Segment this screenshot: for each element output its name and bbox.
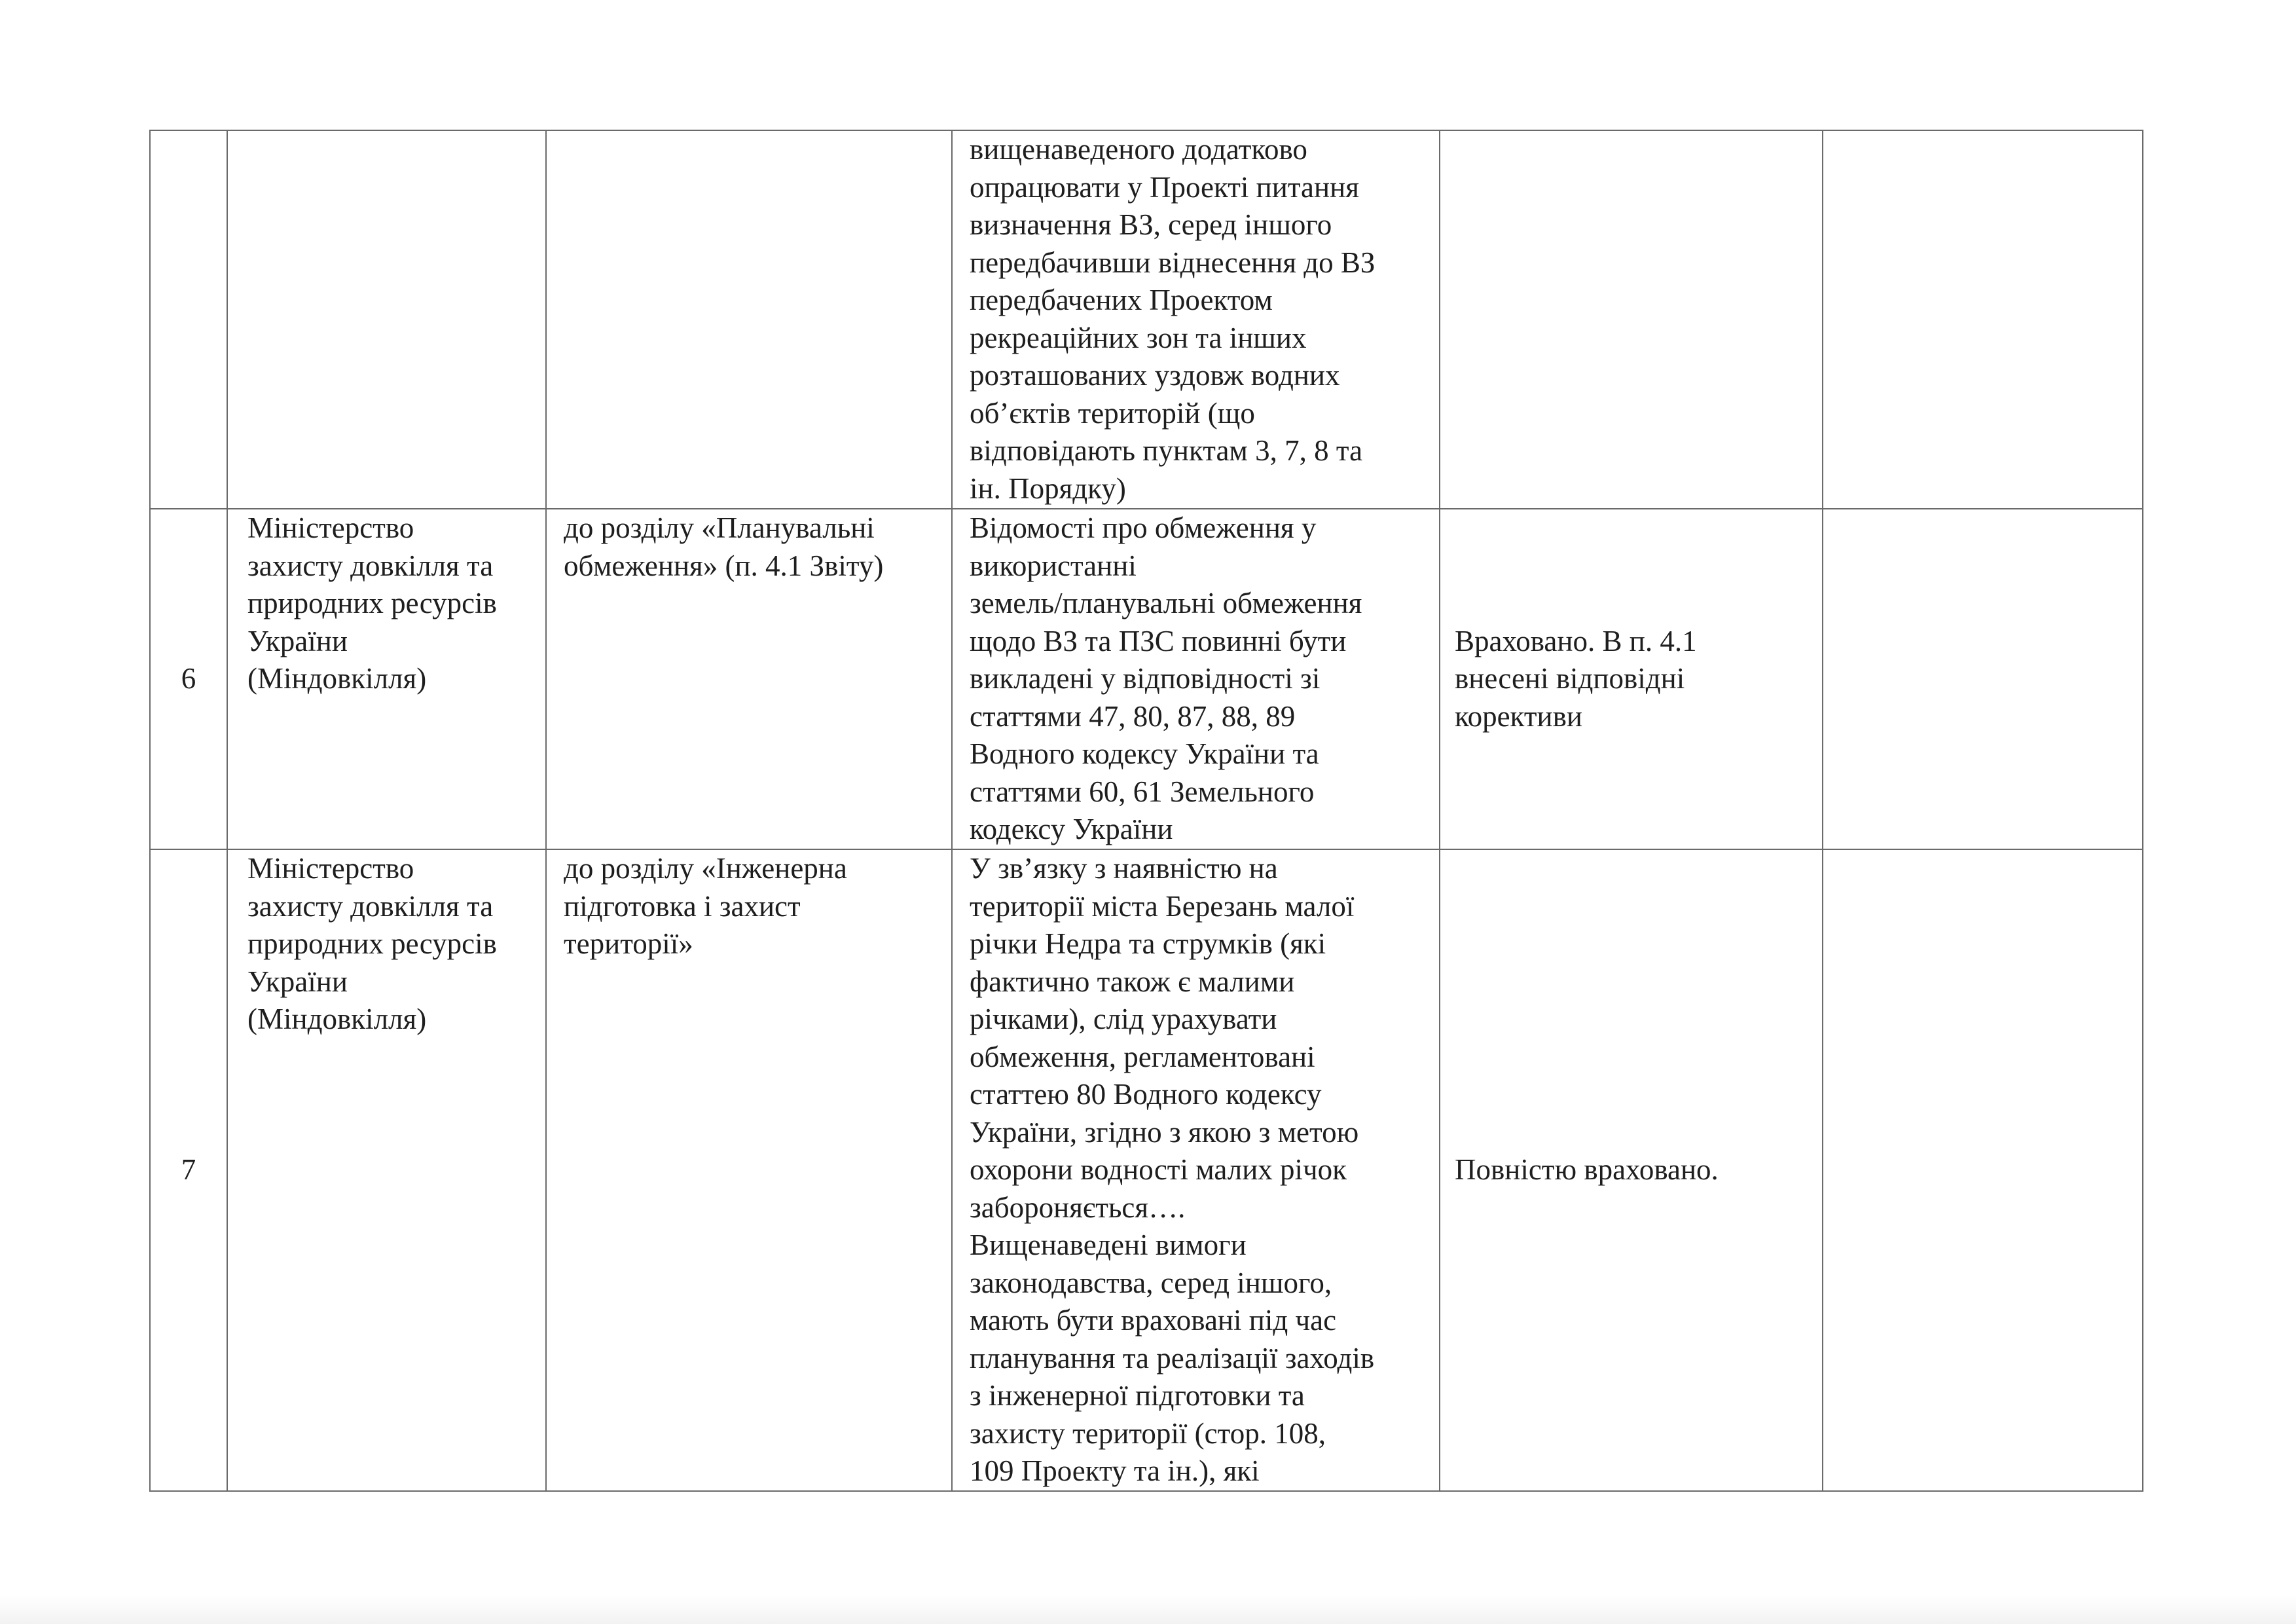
row-number: 6 [181,662,196,695]
organization-cell [227,849,546,1491]
table-row [150,130,2143,509]
row-number-cell [150,130,227,509]
organization-cell [227,509,546,849]
organization-cell [227,130,546,509]
status-cell [1440,509,1823,849]
remark-cell [952,849,1440,1491]
note-cell [1823,509,2143,849]
remark-text: Відомості про обмеження у використанні земель/планувальні обмеження щодо ВЗ та ПЗС повинні бути викладені у відповідності зі статтями 47, 80, 87, 88, 89 Водного кодексу України та статтями 60, 61 Земельного кодексу України [970,511,1362,845]
row-number-cell [150,849,227,1491]
table-row [150,509,2143,849]
remark-cell [952,509,1440,849]
table-row [150,849,2143,1491]
organization-text: Міністерство захисту довкілля та природних ресурсів України (Міндовкілля) [247,852,497,1035]
status-cell [1440,849,1823,1491]
note-cell [1823,849,2143,1491]
section-cell [546,849,952,1491]
organization-text: Міністерство захисту довкілля та природних ресурсів України (Міндовкілля) [247,511,497,695]
remark-text: вищенаведеного додатково опрацювати у Проекті питання визначення ВЗ, серед іншого передбачивши віднесення до ВЗ передбачених Проектом рекреаційних зон та інших розташованих уздовж водних об’єктів територій (що відповідають пунктам 3, 7, 8 та ін. Порядку) [970,133,1376,505]
status-text: Повністю враховано. [1455,1153,1719,1187]
row-number: 7 [181,1153,196,1187]
status-text: Враховано. В п. 4.1 внесені відповідні корективи [1455,624,1697,733]
comments-table [149,130,2143,1492]
section-text: до розділу «Інженерна підготовка і захист території» [564,852,847,960]
scan-edge-shadow [0,1595,2296,1624]
section-cell [546,509,952,849]
section-cell [546,130,952,509]
note-cell [1823,130,2143,509]
remark-cell [952,130,1440,509]
section-text: до розділу «Планувальні обмеження» (п. 4.1 Звіту) [564,511,884,582]
row-number-cell [150,509,227,849]
status-cell [1440,130,1823,509]
remark-text: У зв’язку з наявністю на території міста Березань малої річки Недра та струмків (які фактично також є малими річками), слід урахувати обмеження, регламентовані статтею 80 Водного кодексу України, згідно з якою з метою охорони водності малих річок забороняється…. Вищенаведені вимоги законодавства, серед іншого, мають бути враховані під час планування та реалізації заходів з інженерної підготовки та захисту території (стор. 108, 109 Проекту та ін.), які [970,852,1375,1487]
